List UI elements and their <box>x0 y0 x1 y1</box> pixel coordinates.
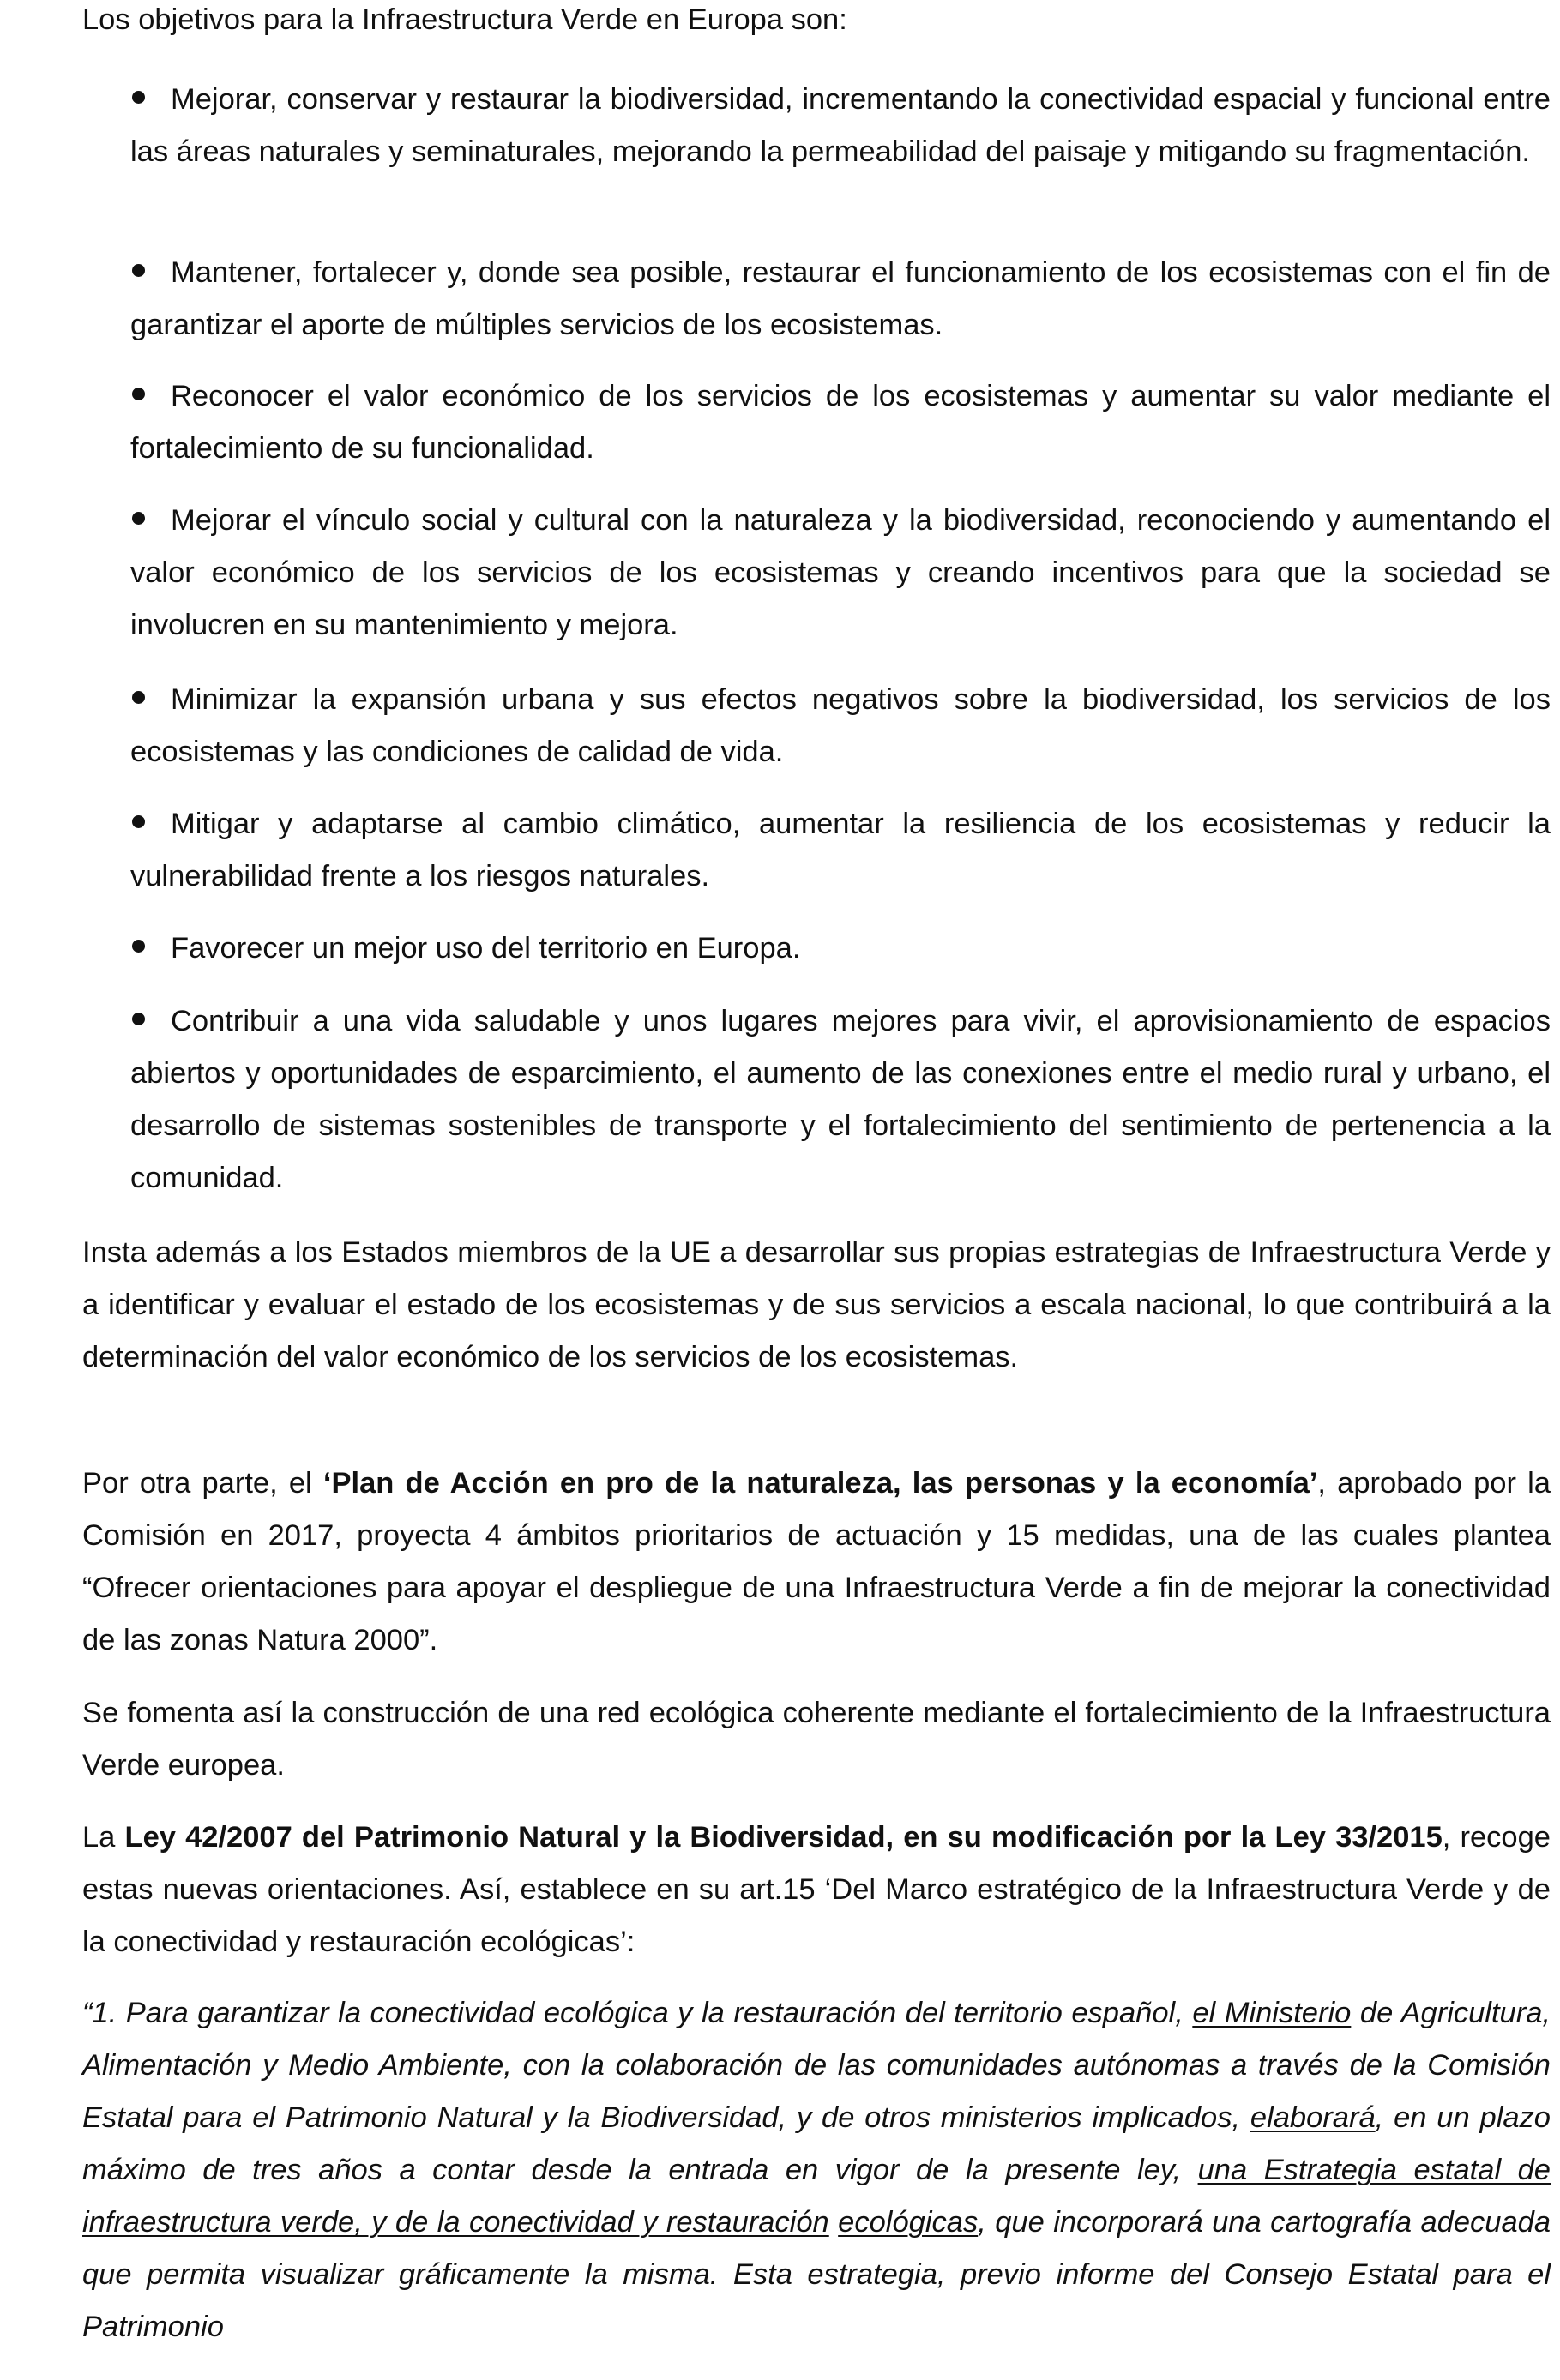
paragraph-insta: Insta además a los Estados miembros de la UE a desarrollar sus propias estrategias de Infraestructura Verde y a identificar y evaluar el estado de los ecosistemas y de sus servicios a escala nacional, lo que contribuirá a la determinación del valor económico de los servicios de los ecosistemas. <box>82 1236 1551 1373</box>
bullet-item-1 <box>130 74 1551 178</box>
paragraph-fomenta: Se fomenta así la construcción de una red ecológica coherente mediante el fortalecimiento de la Infraestructura Verde europea. <box>82 1697 1551 1782</box>
bullet-text: Mitigar y adaptarse al cambio climático, aumentar la resiliencia de los ecosistemas y reducir la vulnerabilidad frente a los riesgos naturales. <box>130 808 1551 892</box>
bullet-text: Favorecer un mejor uso del territorio en Europa. <box>171 932 801 965</box>
bullet-text: Mantener, fortalecer y, donde sea posible, restaurar el funcionamiento de los ecosistemas con el fin de garantizar el aporte de múltiples servicios de los ecosistemas. <box>130 256 1551 341</box>
bullet-dot-icon <box>132 388 145 400</box>
ley-title-bold: Ley 42/2007 del Patrimonio Natural y la Biodiversidad, en su modificación por la Ley 33/2015 <box>124 1821 1443 1854</box>
plan-text-after: , aprobado por la Comisión en 2017, proyecta 4 ámbitos prioritarios de actuación y 15 medidas, una de las cuales plantea “Ofrecer orientaciones para apoyar el despliegue de una Infraestructura Verde a fin de mejorar la conectividad de las zonas Natura 2000”. <box>82 1467 1551 1656</box>
ley-text-after: , recoge estas nuevas orientaciones. Así, establece en su art.15 ‘Del Marco estratégico de la Infraestructura Verde y de la conectividad y restauración ecológicas’: <box>82 1821 1551 1958</box>
bullet-item-4 <box>130 495 1551 652</box>
bullet-item-6 <box>130 798 1551 903</box>
plan-title-bold: ‘Plan de Acción en pro de la naturaleza, las personas y la economía’ <box>322 1467 1318 1500</box>
quote-text <box>829 2206 838 2239</box>
quote-article-15 <box>82 1987 1551 2353</box>
bullet-text: Mejorar, conservar y restaurar la biodiversidad, incrementando la conectividad espacial y funcional entre las áreas naturales y seminaturales, mejorando la permeabilidad del paisaje y mitigando su fragmentación. <box>130 83 1551 168</box>
bullet-dot-icon <box>132 815 145 828</box>
quote-underlined: elaborará <box>1250 2101 1376 2134</box>
quote-text: “1. Para garantizar la conectividad ecológica y la restauración del territorio español, <box>82 1997 1193 2029</box>
bullet-text: Reconocer el valor económico de los servicios de los ecosistemas y aumentar su valor mediante el fortalecimiento de su funcionalidad. <box>130 380 1551 465</box>
bullet-text: Contribuir a una vida saludable y unos lugares mejores para vivir, el aprovisionamiento de espacios abiertos y oportunidades de esparcimiento, el aumento de las conexiones entre el medio rural y urbano, el desarrollo de sistemas sostenibles de transporte y el fortalecimiento del sentimiento de pertenencia a la comunidad. <box>130 1005 1551 1194</box>
paragraph-ley <box>82 1812 1551 1968</box>
bullet-dot-icon <box>132 512 145 525</box>
bullet-item-8 <box>130 995 1551 1205</box>
quote-underlined: el Ministerio <box>1192 1997 1352 2029</box>
quote-text: de Agricultura, Alimentación y Medio Ambiente, con la colaboración de las comunidades autónomas a través de la Comisión Estatal para el Patrimonio Natural y la Biodiversidad, y de otros ministerios implicados, <box>82 1997 1551 2134</box>
bullet-dot-icon <box>132 1013 145 1025</box>
quote-underlined: ecológicas <box>838 2206 979 2239</box>
bullet-item-3 <box>130 370 1551 475</box>
bullet-dot-icon <box>132 91 145 104</box>
paragraph-plan-accion <box>82 1457 1551 1667</box>
quote-text: , en un plazo máximo de tres años a contar desde la entrada en vigor de la presente ley, <box>82 2101 1551 2186</box>
intro-paragraph: Los objetivos para la Infraestructura Verde en Europa son: <box>82 3 847 36</box>
bullet-dot-icon <box>132 940 145 953</box>
bullet-dot-icon <box>132 691 145 704</box>
bullet-item-5 <box>130 674 1551 778</box>
bullet-item-2 <box>130 247 1551 352</box>
ley-text-before: La <box>82 1821 125 1854</box>
quote-underlined: una Estrategia estatal de infraestructura verde, y de la conectividad y restauración <box>82 2154 1551 2239</box>
bullet-dot-icon <box>132 264 145 277</box>
bullet-item-7 <box>130 923 1551 975</box>
quote-text: , que incorporará una cartografía adecuada que permita visualizar gráficamente la misma. Esta estrategia, previo informe del Consejo Estatal para el Patrimonio <box>82 2206 1551 2343</box>
plan-text-before: Por otra parte, el <box>82 1467 323 1500</box>
bullet-text: Mejorar el vínculo social y cultural con la naturaleza y la biodiversidad, reconociendo y aumentando el valor económico de los servicios de los ecosistemas y creando incentivos para que la sociedad se involucren en su mantenimiento y mejora. <box>130 504 1551 641</box>
bullet-text: Minimizar la expansión urbana y sus efectos negativos sobre la biodiversidad, los servicios de los ecosistemas y las condiciones de calidad de vida. <box>130 683 1551 768</box>
